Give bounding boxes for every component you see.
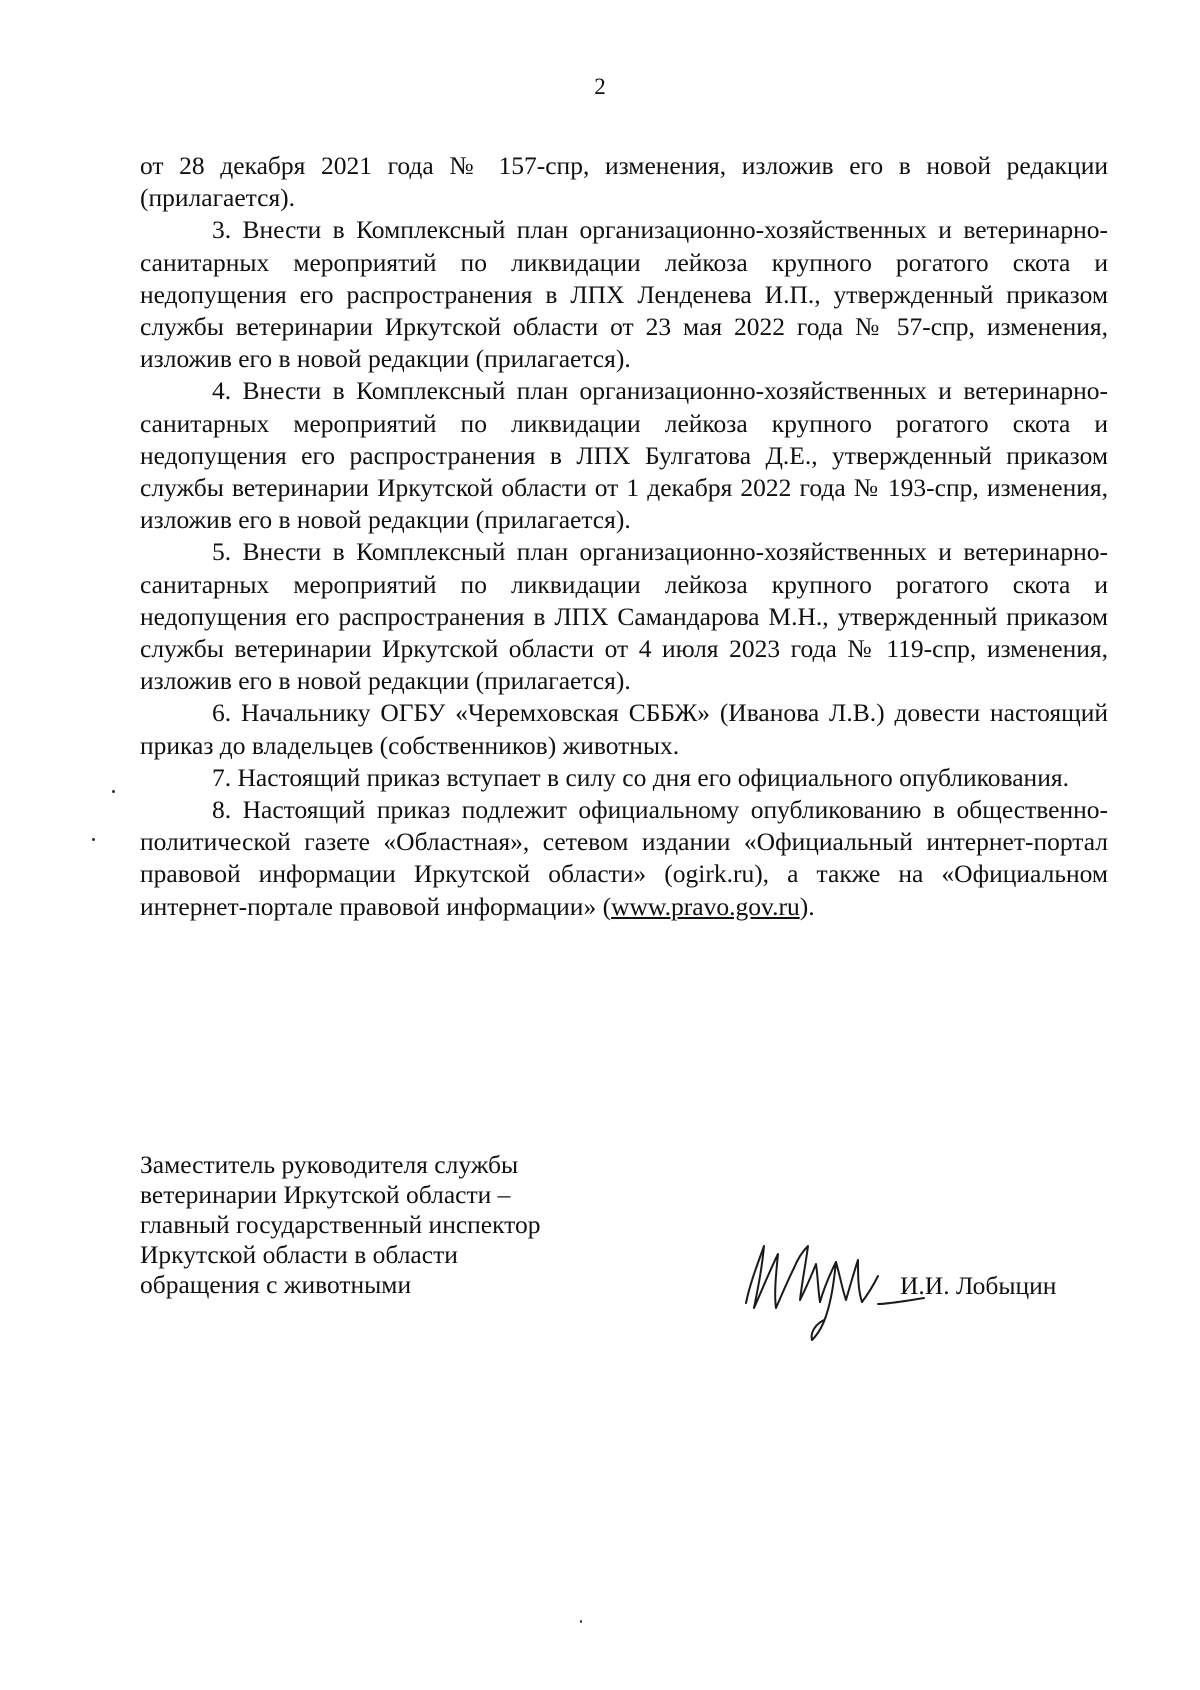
- signatory-title-line: ветеринарии Иркутской области –: [140, 1180, 511, 1209]
- signer-name: И.И. Лобыцин: [900, 1271, 1057, 1300]
- scan-speck: [92, 838, 95, 841]
- paragraph-8-tail: ).: [799, 891, 815, 921]
- scan-speck: [580, 1620, 582, 1623]
- page-number: 2: [594, 74, 606, 99]
- handwritten-signature: [728, 1228, 928, 1348]
- paragraph-8: [140, 794, 1108, 923]
- signatory-title-line: обращения с животными: [140, 1270, 412, 1299]
- pravo-gov-link[interactable]: www.pravo.gov.ru: [611, 891, 800, 921]
- signatory-title-line: Заместитель руководителя службы: [140, 1150, 519, 1179]
- paragraph-4: 4. Внести в Комплексный план организационно-хозяйственных и ветеринарно-санитарных мероприятий по ликвидации лейкоза крупного рогатого скота и недопущения его распространения в ЛПХ Булгатова Д.Е., утвержденный приказом службы ветеринарии Иркутской области от 1 декабря 2022 года № 193-спр, изменения, изложив его в новой редакции (прилагается).: [140, 376, 1108, 535]
- signatory-title-line: Иркутской области в области: [140, 1240, 458, 1269]
- paragraph-5: 5. Внести в Комплексный план организационно-хозяйственных и ветеринарно-санитарных мероприятий по ликвидации лейкоза крупного рогатого скота и недопущения его распространения в ЛПХ Самандарова М.Н., утвержденный приказом службы ветеринарии Иркутской области от 4 июля 2023 года № 119-спр, изменения, изложив его в новой редакции (прилагается).: [140, 537, 1108, 696]
- paragraph-7: 7. Настоящий приказ вступает в силу со дня его официального опубликования.: [212, 762, 1069, 792]
- signatory-title-line: главный государственный инспектор: [140, 1210, 541, 1239]
- signatory-title: [140, 1150, 660, 1300]
- paragraph-continuation: от 28 декабря 2021 года № 157-спр, изменения, изложив его в новой редакции (прилагается).: [140, 151, 1108, 213]
- paragraph-8-text: 8. Настоящий приказ подлежит официальному опубликованию в общественно-политической газете «Областная», сетевом издании «Официальный интернет-портал правовой информации Иркутской области» (ogirk.ru), а также на «Официальном интернет-портале правовой информации» (: [140, 795, 1108, 921]
- paragraph-3: 3. Внести в Комплексный план организационно-хозяйственных и ветеринарно-санитарных мероприятий по ликвидации лейкоза крупного рогатого скота и недопущения его распространения в ЛПХ Ленденева И.П., утвержденный приказом службы ветеринарии Иркутской области от 23 мая 2022 года № 57-спр, изменения, изложив его в новой редакции (прилагается).: [140, 215, 1108, 374]
- document-body: [140, 150, 1108, 923]
- paragraph-6: 6. Начальнику ОГБУ «Черемховская СББЖ» (Иванова Л.В.) довести настоящий приказ до владельцев (собственников) животных.: [140, 698, 1108, 760]
- scan-speck: [112, 790, 115, 793]
